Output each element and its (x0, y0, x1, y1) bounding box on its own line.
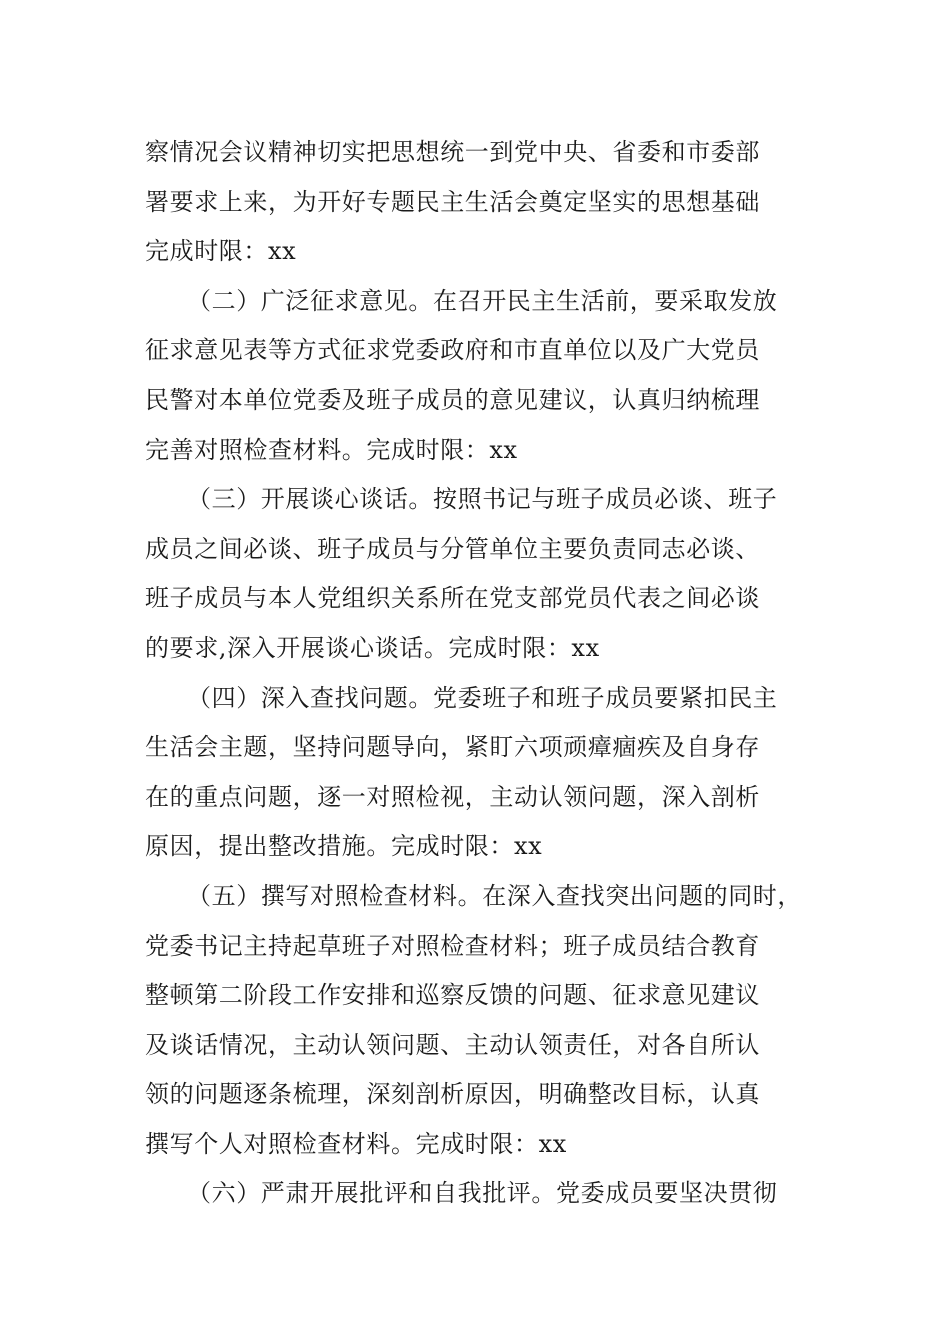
text-line: 察情况会议精神切实把思想统一到党中央、省委和市委部 (145, 138, 760, 166)
text-line: 生活会主题，坚持问题导向，紧盯六项顽瘴痼疾及自身存 (145, 733, 760, 762)
text-line: 完成时限：xx (145, 237, 297, 266)
text-line: 撰写个人对照检查材料。完成时限：xx (145, 1129, 567, 1158)
text-line: 民警对本单位党委及班子成员的意见建议，认真归纳梳理 (145, 385, 760, 414)
paragraph-first-line: （四）深入查找问题。党委班子和班子成员要紧扣民主 (187, 683, 778, 712)
text-line: 整顿第二阶段工作安排和巡察反馈的问题、征求意见建议 (145, 981, 760, 1010)
text-line: 成员之间必谈、班子成员与分管单位主要负责同志必谈、 (145, 534, 760, 563)
text-line: 及谈话情况，主动认领问题、主动认领责任，对各自所认 (145, 1030, 760, 1059)
paragraph-first-line: （二）广泛征求意见。在召开民主生活前，要采取发放 (187, 286, 778, 315)
text-line: 党委书记主持起草班子对照检查材料；班子成员结合教育 (145, 931, 760, 960)
text-line: 完善对照检查材料。完成时限：xx (145, 435, 518, 464)
text-line: 原因，提出整改措施。完成时限：xx (145, 832, 543, 861)
document-body (145, 128, 810, 1219)
text-line: 在的重点问题，逐一对照检视，主动认领问题，深入剖析 (145, 782, 760, 811)
text-line: 班子成员与本人党组织关系所在党支部党员代表之间必谈 (145, 584, 760, 613)
text-line: 的要求,深入开展谈心谈话。完成时限：xx (145, 633, 600, 662)
paragraph-first-line: （六）严肃开展批评和自我批评。党委成员要坚决贯彻 (187, 1179, 778, 1208)
text-line: 征求意见表等方式征求党委政府和市直单位以及广大党员 (145, 336, 760, 365)
paragraph-first-line: （五）撰写对照检查材料。在深入查找突出问题的同时， (187, 881, 802, 910)
text-line: 署要求上来，为开好专题民主生活会奠定坚实的思想基础 (145, 187, 760, 216)
text-line: 领的问题逐条梳理，深刻剖析原因，明确整改目标，认真 (145, 1080, 760, 1109)
paragraph-first-line: （三）开展谈心谈话。按照书记与班子成员必谈、班子 (187, 485, 778, 514)
